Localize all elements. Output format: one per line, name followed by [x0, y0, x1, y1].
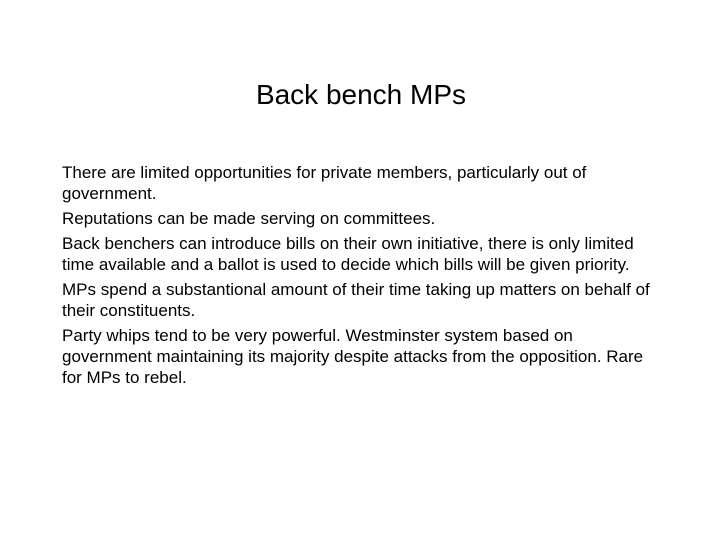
- body-text-list: [62, 162, 662, 392]
- body-paragraph: MPs spend a substantional amount of their time taking up matters on behalf of their constituents.: [62, 280, 650, 320]
- body-paragraph: Party whips tend to be very powerful. Westminster system based on government maintaining its majority despite attacks from the opposition. Rare for MPs to rebel.: [62, 326, 644, 387]
- body-paragraph: Back benchers can introduce bills on their own initiative, there is only limited time available and a ballot is used to decide which bills will be given priority.: [62, 234, 634, 274]
- body-paragraph: Reputations can be made serving on committees.: [62, 209, 436, 228]
- body-paragraph: There are limited opportunities for private members, particularly out of government.: [62, 163, 587, 203]
- slide-title: Back bench MPs: [255, 79, 467, 110]
